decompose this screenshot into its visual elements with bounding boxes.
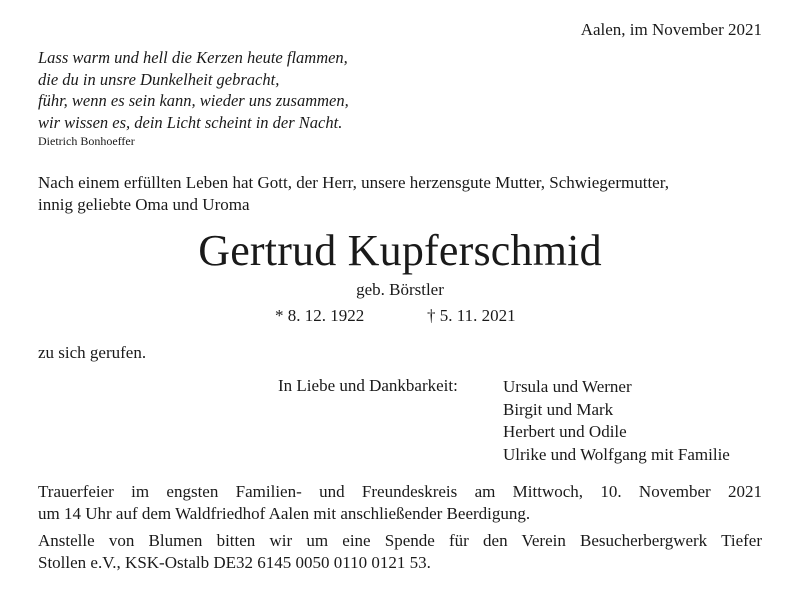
- poem-line: Lass warm und hell die Kerzen heute flammen,: [38, 48, 348, 67]
- funeral-line: Trauerfeier im engsten Familien- und Freundeskreis am Mittwoch, 10. November 2021: [38, 482, 762, 501]
- deceased-name: Gertrud Kupferschmid: [198, 226, 602, 275]
- poem-author: Dietrich Bonhoeffer: [38, 134, 135, 148]
- maiden-name: geb. Börstler: [356, 280, 444, 299]
- funeral-line: um 14 Uhr auf dem Waldfriedhof Aalen mit anschließender Beerdigung.: [38, 504, 531, 523]
- mourners-list: [503, 376, 730, 466]
- mourners-label: In Liebe und Dankbarkeit:: [278, 376, 458, 395]
- mourner-name: Ursula und Werner: [503, 377, 632, 396]
- poem-line: die du in unsre Dunkelheit gebracht,: [38, 69, 280, 89]
- birth-date: * 8. 12. 1922: [275, 306, 365, 325]
- poem-line: führ, wenn es sein kann, wieder uns zusammen,: [38, 91, 349, 110]
- mourner-name: Herbert und Odile: [503, 422, 627, 441]
- donation-line: Anstelle von Blumen bitten wir um eine Spende für den Verein Besucherbergwerk Tiefer: [38, 531, 762, 550]
- poem: [38, 47, 349, 133]
- place-date: Aalen, im November 2021: [580, 20, 762, 39]
- intro-text: [38, 172, 669, 216]
- intro-line: innig geliebte Oma und Uroma: [38, 195, 250, 214]
- intro-line: Nach einem erfüllten Leben hat Gott, der Herr, unsere herzensgute Mutter, Schwiegermutter,: [38, 173, 669, 192]
- death-date: † 5. 11. 2021: [427, 306, 516, 325]
- poem-line: wir wissen es, dein Licht scheint in der Nacht.: [38, 112, 343, 132]
- donation-line: Stollen e.V., KSK-Ostalb DE32 6145 0050 0110 0121 53.: [38, 553, 431, 572]
- mourner-name: Birgit und Mark: [503, 399, 614, 419]
- donation-notice: [38, 530, 762, 574]
- funeral-notice: [38, 481, 762, 525]
- called-home-text: zu sich gerufen.: [38, 343, 147, 362]
- mourner-name: Ulrike und Wolfgang mit Familie: [503, 444, 730, 464]
